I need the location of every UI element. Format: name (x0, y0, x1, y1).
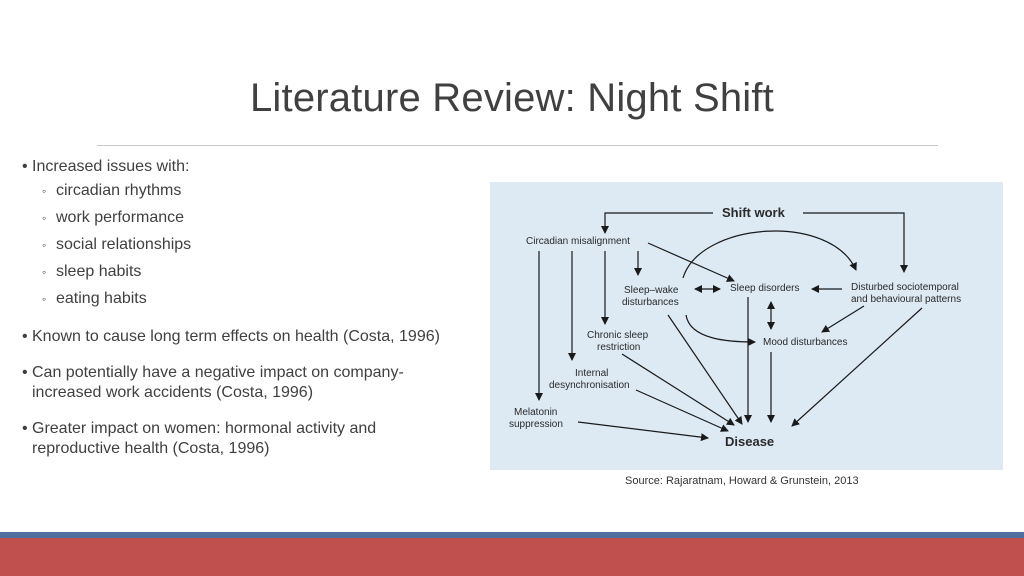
bullet-text: Known to cause long term effects on health (Costa, 1996) (32, 328, 440, 345)
bullet-list (22, 157, 492, 459)
bullet-dot: • (22, 158, 28, 175)
arrow-shift-to-disturbed (803, 213, 904, 272)
bullet-text-line1: Greater impact on women: hormonal activity and (32, 420, 377, 437)
arrow-sleepwake-to-disease (668, 315, 742, 424)
sub-bullet-marker: ◦ (42, 292, 47, 306)
diagram-canvas (490, 182, 1003, 470)
node-chronic-line2: restriction (597, 342, 641, 353)
sub-bullet-marker: ◦ (42, 184, 47, 198)
bullet-dot: • (22, 364, 28, 381)
slide-title: Literature Review: Night Shift (249, 76, 774, 120)
sub-bullet-sleep (22, 262, 492, 282)
arrow-melatonin-to-disease (578, 422, 708, 438)
sub-bullet-work (22, 208, 492, 228)
arrow-circadian-to-sleepdisorders (648, 243, 734, 281)
bullet-company-impact (22, 363, 492, 403)
bullet-text: Increased issues with: (32, 158, 190, 175)
sub-bullet-text: social relationships (56, 236, 192, 253)
node-circadian-misalignment: Circadian misalignment (526, 236, 630, 247)
arrow-disturbed-to-mood (822, 306, 864, 332)
node-disease: Disease (725, 434, 775, 449)
bullet-text-line2: increased work accidents (Costa, 1996) (32, 384, 314, 401)
node-internal-line1: Internal (575, 368, 609, 379)
sub-bullet-marker: ◦ (42, 238, 47, 252)
title-divider (97, 145, 938, 146)
sub-bullet-text: sleep habits (56, 263, 142, 280)
shift-work-diagram (490, 182, 1003, 470)
bullet-text-line2: reproductive health (Costa, 1996) (32, 440, 270, 457)
arrow-curve-to-disturbed (683, 231, 856, 278)
sub-bullet-circadian (22, 181, 492, 201)
arrow-chronic-to-disease (622, 354, 734, 425)
diagram-source-caption: Source: Rajaratnam, Howard & Grunstein, 2013 (625, 475, 859, 487)
node-sleep-wake-line2: disturbances (622, 297, 679, 308)
node-sleep-wake-line1: Sleep–wake (624, 285, 679, 296)
bullet-dot: • (22, 420, 28, 437)
arrow-shift-to-circadian (605, 213, 713, 233)
node-chronic-line1: Chronic sleep (587, 330, 649, 341)
bullet-long-term (22, 327, 492, 347)
node-disturbed-line1: Disturbed sociotemporal (851, 282, 959, 293)
arrow-disturbed-to-disease (792, 308, 922, 426)
bullet-dot: • (22, 328, 28, 345)
node-shift-work: Shift work (722, 205, 785, 220)
node-mood-disturbances: Mood disturbances (763, 337, 848, 348)
sub-bullet-text: work performance (56, 209, 185, 226)
node-internal-line2: desynchronisation (549, 380, 630, 391)
footer-band-red (0, 538, 1024, 576)
sub-bullet-text: circadian rhythms (56, 182, 182, 199)
bullet-increased-issues (22, 157, 492, 177)
sub-bullet-eating (22, 289, 492, 309)
bullet-text-line1: Can potentially have a negative impact on company- (32, 364, 404, 381)
bullet-women-impact (22, 419, 492, 459)
arrow-curve-to-mood (686, 315, 755, 342)
node-melatonin-line1: Melatonin (514, 407, 558, 418)
node-disturbed-line2: and behavioural patterns (851, 294, 962, 305)
node-sleep-disorders: Sleep disorders (730, 283, 800, 294)
sub-bullet-social (22, 235, 492, 255)
node-melatonin-line2: suppression (509, 419, 563, 430)
sub-bullet-text: eating habits (56, 290, 147, 307)
sub-bullet-marker: ◦ (42, 265, 47, 279)
sub-bullet-marker: ◦ (42, 211, 47, 225)
arrow-internal-to-disease (636, 390, 728, 431)
